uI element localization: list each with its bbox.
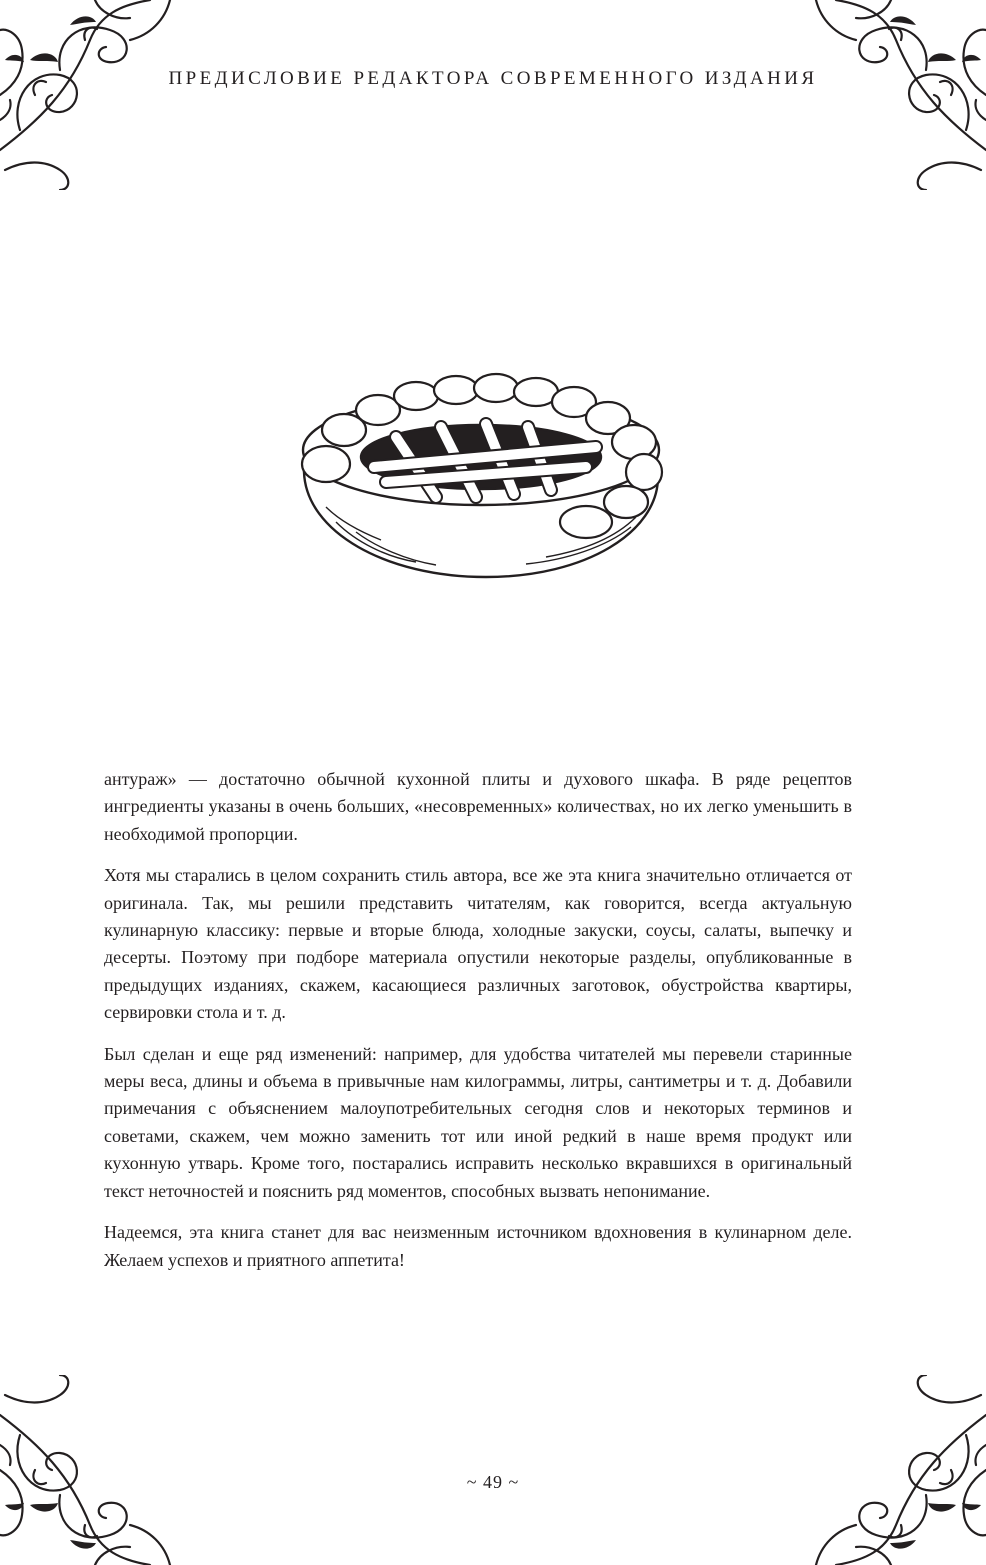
paragraph: антураж» — достаточно обычной кухонной плиты и духового шкафа. В ряде рецептов ингредиенты указаны в очень больших, «несовременных» количествах, но их легко уменьшить в необходимой пропорции. [104, 769, 852, 844]
corner-ornament-top-right [796, 0, 986, 190]
running-title: ПРЕДИСЛОВИЕ РЕДАКТОРА СОВРЕМЕННОГО ИЗДАНИЯ [168, 68, 818, 89]
lattice-pie-illustration-icon [296, 372, 666, 584]
page-number: ~ 49 ~ [466, 1472, 520, 1492]
corner-ornament-bottom-left [0, 1375, 190, 1565]
corner-ornament-bottom-right [796, 1375, 986, 1565]
floral-corner-ornament-icon [0, 0, 190, 190]
paragraph: Хотя мы старались в целом сохранить стиль автора, все же эта книга значительно отличается от оригинала. Так, мы решили представить читателям, как говорится, всегда актуальную кулинарную классику: первые и вторые блюда, холодные закуски, соусы, салаты, выпечку и десерты. Поэтому при подборе материала опустили некоторые разделы, опубликованные в предыдущих изданиях, скажем, касающиеся различных заготовок, обустройства квартиры, сервировки стола и т. д. [104, 865, 852, 1023]
floral-corner-ornament-icon [796, 0, 986, 190]
pie-illustration [296, 372, 666, 584]
corner-ornament-top-left [0, 0, 190, 190]
body-text [104, 766, 852, 1288]
paragraph: Был сделан и еще ряд изменений: например, для удобства читателей мы перевели старинные меры веса, длины и объема в привычные нам килограммы, литры, сантиметры и т. д. Добавили примечания с объяснением малоупотребительных сегодня слов и некоторых терминов и советами, скажем, чем можно заменить тот или иной редкий в наше время продукт или кухонную утварь. Кроме того, постарались исправить несколько вкравшихся в оригинальный текст неточностей и пояснить ряд моментов, способных вызвать непонимание. [104, 1043, 852, 1201]
floral-corner-ornament-icon [796, 1375, 986, 1565]
paragraph: Надеемся, эта книга станет для вас неизменным источником вдохновения в кулинарном деле. Желаем успехов и приятного аппетита! [104, 1222, 852, 1270]
floral-corner-ornament-icon [0, 1375, 190, 1565]
